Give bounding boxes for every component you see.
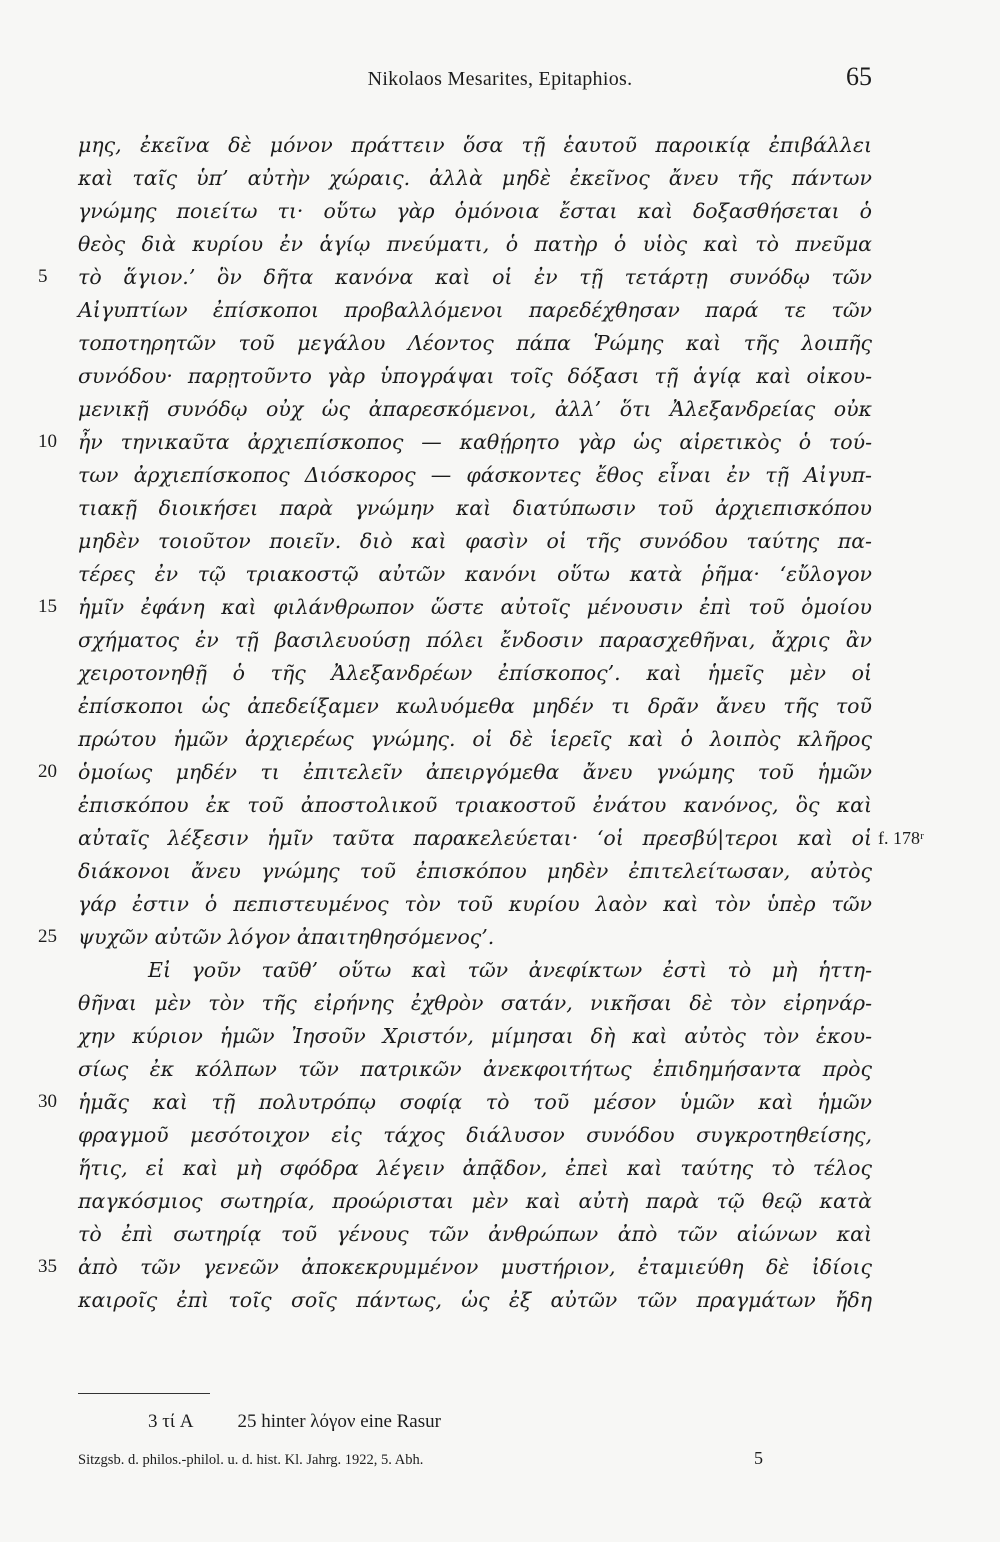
line-number: 20 bbox=[38, 761, 57, 782]
text-line: τοποτηρητῶν τοῦ μεγάλου Λέοντος πάπα Ῥώμης καὶ τῆς λοιπῆς bbox=[78, 331, 872, 355]
text-line: σχήματος ἐν τῇ βασιλευούσῃ πόλει ἔνδοσιν παρασχεθῆναι, ἄχρις ἂν bbox=[78, 628, 872, 652]
text-line: τὸ ἅγιον.’ ὃν δῆτα κανόνα καὶ οἱ ἐν τῇ τετάρτῃ συνόδῳ τῶν bbox=[78, 265, 872, 289]
text-line: παγκόσμιος σωτηρία, προώρισται μὲν καὶ αὐτὴ παρὰ τῷ θεῷ κατὰ bbox=[78, 1189, 872, 1213]
text-line: σίως ἐκ κόλπων τῶν πατρικῶν ἀνεκφοιτήτως ἐπιδημήσαντα πρὸς bbox=[78, 1057, 872, 1081]
text-line: γάρ ἐστιν ὁ πεπιστευμένος τὸν τοῦ κυρίου λαὸν καὶ τὸν ὑπὲρ τῶν bbox=[78, 892, 872, 916]
text-line: καιροῖς ἐπὶ τοῖς σοῖς πάντως, ὡς ἐξ αὐτῶν τῶν πραγμάτων ἤδη bbox=[78, 1288, 872, 1312]
text-line: γνώμης ποιείτω τι· οὕτω γὰρ ὁμόνοια ἔσται καὶ δοξασθήσεται ὁ bbox=[78, 199, 872, 223]
text-line: Αἰγυπτίων ἐπίσκοποι προβαλλόμενοι παρεδέχθησαν παρά τε τῶν bbox=[78, 298, 872, 322]
text-line: ἡμᾶς καὶ τῇ πολυτρόπῳ σοφίᾳ τὸ τοῦ μέσον ὑμῶν καὶ ἡμῶν bbox=[78, 1090, 872, 1114]
text-line: καὶ ταῖς ὑπ’ αὐτὴν χώραις. ἀλλὰ μηδὲ ἐκεῖνος ἄνευ τῆς πάντων bbox=[78, 166, 872, 190]
text-line: ψυχῶν αὐτῶν λόγον ἀπαιτηθησόμενος’. bbox=[78, 925, 495, 949]
text-line: ἀπὸ τῶν γενεῶν ἀποκεκρυμμένον μυστήριον, ἐταμιεύθη δὲ ἰδίοις bbox=[78, 1255, 872, 1279]
page-number: 65 bbox=[846, 62, 872, 91]
text-line: ἥτις, εἰ καὶ μὴ σφόδρα λέγειν ἀπᾷδον, ἐπεὶ καὶ ταύτης τὸ τέλος bbox=[78, 1156, 872, 1180]
text-line: ἦν τηνικαῦτα ἀρχιεπίσκοπος — καθῄρητο γὰρ ὡς αἱρετικὸς ὁ τού- bbox=[78, 430, 872, 454]
text-line: μενικῇ συνόδῳ οὐχ ὡς ἀπαρεσκόμενοι, ἀλλ’ ὅτι Ἀλεξανδρείας οὐκ bbox=[78, 397, 872, 421]
line-number: 35 bbox=[38, 1256, 57, 1277]
text-line: τέρες ἐν τῷ τριακοστῷ αὐτῶν κανόνι οὕτω κατὰ ῥῆμα· ‘εὔλογον bbox=[78, 562, 872, 586]
apparatus-note: 3 τί A bbox=[148, 1411, 194, 1432]
text-line: ἡμῖν ἐφάνη καὶ φιλάνθρωπον ὥστε αὐτοῖς μένουσιν ἐπὶ τοῦ ὁμοίου bbox=[78, 595, 872, 619]
text-line: χειροτονηθῇ ὁ τῆς Ἀλεξανδρέων ἐπίσκοπος’. καὶ ἡμεῖς μὲν οἱ bbox=[78, 661, 872, 685]
text-line: αὐταῖς λέξεσιν ἡμῖν ταῦτα παρακελεύεται· ‘οἱ πρεσβύ|τεροι καὶ οἱ bbox=[78, 826, 872, 850]
text-line: ὁμοίως μηδέν τι ἐπιτελεῖν ἀπειργόμεθα ἄνευ γνώμης τοῦ ἡμῶν bbox=[78, 760, 872, 784]
text-line: των ἀρχιεπίσκοπος Διόσκορος — φάσκοντες ἔθος εἶναι ἐν τῇ Αἰγυπ- bbox=[78, 463, 872, 487]
sheet-signature-number: 5 bbox=[754, 1448, 763, 1468]
text-line: ἐπίσκοποι ὡς ἀπεδείξαμεν κωλυόμεθα μηδέν τι δρᾶν ἄνευ τῆς τοῦ bbox=[78, 694, 872, 718]
footer-citation: Sitzgsb. d. philos.-philol. u. d. hist. Kl. Jahrg. 1922, 5. Abh. bbox=[78, 1452, 424, 1468]
text-line: πρώτου ἡμῶν ἀρχιερέως γνώμης. οἱ δὲ ἱερεῖς καὶ ὁ λοιπὸς κλῆρος bbox=[78, 727, 872, 751]
running-title: Nikolaos Mesarites, Epitaphios. bbox=[367, 68, 633, 90]
text-line: ἐπισκόπου ἐκ τοῦ ἀποστολικοῦ τριακοστοῦ ἐνάτου κανόνος, ὃς καὶ bbox=[78, 793, 872, 817]
text-line: χην κύριον ἡμῶν Ἰησοῦν Χριστόν, μίμησαι δὴ καὶ αὐτὸς τὸν ἑκου- bbox=[78, 1024, 872, 1048]
text-line: μηδὲν τοιοῦτον ποιεῖν. διὸ καὶ φασὶν οἱ τῆς συνόδου ταύτης πα- bbox=[78, 529, 872, 553]
line-number: 30 bbox=[38, 1091, 57, 1112]
text-line: τιακῇ διοικήσει παρὰ γνώμην καὶ διατύπωσιν τοῦ ἀρχιεπισκόπου bbox=[78, 496, 872, 520]
text-line: συνόδου· παρῃτοῦντο γὰρ ὑπογράψαι τοῖς δόξασι τῇ ἁγίᾳ καὶ οἰκου- bbox=[78, 364, 872, 388]
folio-marginal-note: f. 178ʳ bbox=[878, 828, 924, 848]
line-number: 25 bbox=[38, 926, 57, 947]
footnote-divider bbox=[78, 1393, 210, 1394]
text-line: διάκονοι ἄνευ γνώμης τοῦ ἐπισκόπου μηδὲν ἐπιτελείτωσαν, αὐτὸς bbox=[78, 859, 872, 883]
apparatus-note: 25 hinter λόγον eine Rasur bbox=[237, 1411, 441, 1432]
line-number: 10 bbox=[38, 431, 57, 452]
text-line: τὸ ἐπὶ σωτηρίᾳ τοῦ γένους τῶν ἀνθρώπων ἀπὸ τῶν αἰώνων καὶ bbox=[78, 1222, 872, 1246]
text-line: Εἰ γοῦν ταῦθ’ οὕτω καὶ τῶν ἀνεφίκτων ἐστὶ τὸ μὴ ἡττη- bbox=[148, 958, 872, 982]
line-number: 5 bbox=[38, 266, 48, 287]
text-line: φραγμοῦ μεσότοιχον εἰς τάχος διάλυσον συνόδου συγκροτηθείσης, bbox=[78, 1123, 872, 1147]
text-line: μης, ἐκεῖνα δὲ μόνον πράττειν ὅσα τῇ ἑαυτοῦ παροικίᾳ ἐπιβάλλει bbox=[78, 133, 872, 157]
text-line: θεὸς διὰ κυρίου ἐν ἁγίῳ πνεύματι, ὁ πατὴρ ὁ υἱὸς καὶ τὸ πνεῦμα bbox=[78, 232, 872, 256]
line-number: 15 bbox=[38, 596, 57, 617]
critical-apparatus bbox=[148, 1411, 441, 1433]
text-line: θῆναι μὲν τὸν τῆς εἰρήνης ἐχθρὸν σατάν, νικῆσαι δὲ τὸν εἰρηνάρ- bbox=[78, 991, 872, 1015]
